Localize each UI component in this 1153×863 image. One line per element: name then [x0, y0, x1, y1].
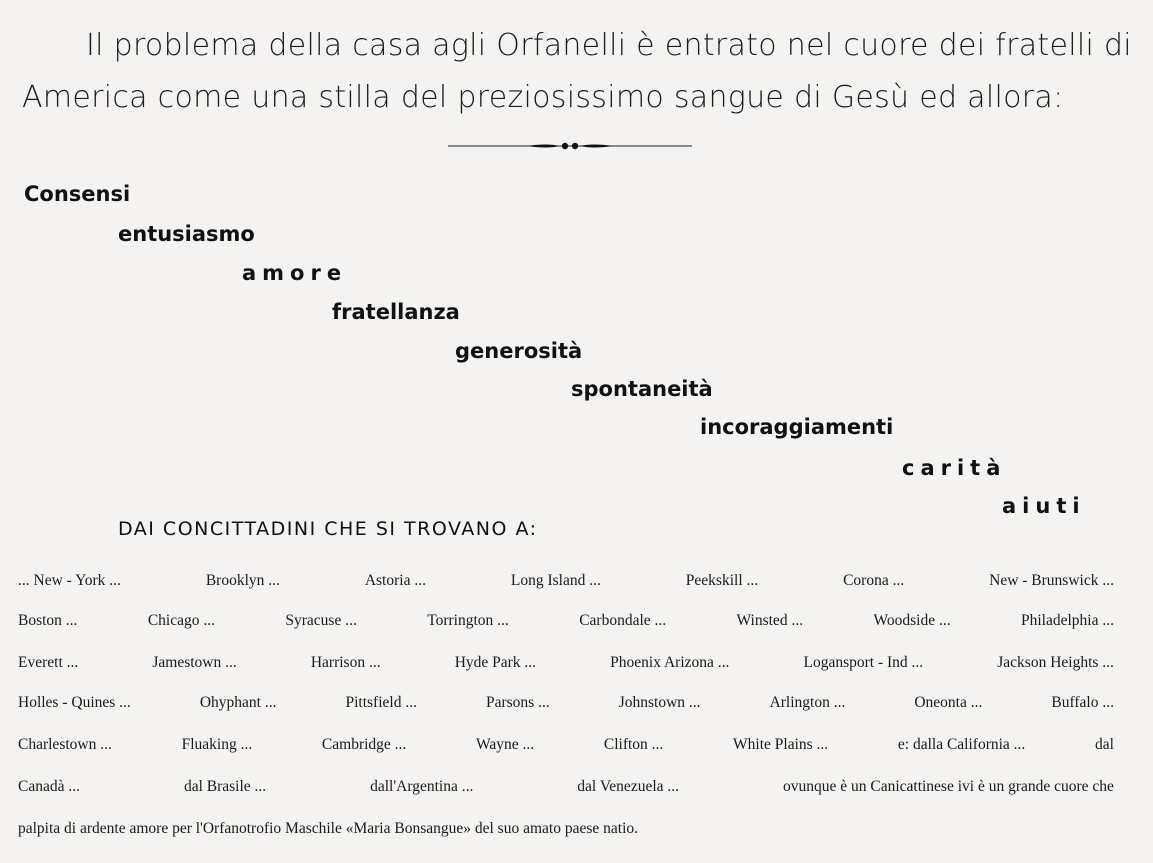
place-name: dal — [1095, 736, 1114, 753]
place-name: Jamestown ... — [152, 654, 237, 671]
place-name: Chicago ... — [147, 612, 215, 629]
place-name: Everett ... — [18, 654, 79, 671]
place-name: Syracuse ... — [285, 612, 357, 629]
place-name: Torrington ... — [427, 612, 509, 629]
place-name: New - Brunswick ... — [989, 572, 1114, 589]
place-name: Wayne ... — [476, 736, 535, 753]
place-name: Oneonta ... — [914, 694, 983, 711]
place-name: Hyde Park ... — [454, 654, 537, 671]
cascade-word-amore: amore — [242, 261, 348, 285]
place-name: White Plains ... — [733, 736, 829, 753]
place-name: Corona ... — [843, 572, 905, 589]
place-name: Parsons ... — [485, 694, 550, 711]
place-name: ovunque è un Canicattinese ivi è un grande cuore che — [782, 778, 1114, 795]
cascade-word-consensi: Consensi — [24, 182, 131, 206]
cascade-word-entusiasmo: entusiasmo — [118, 222, 255, 246]
places-line-2 — [18, 612, 1114, 630]
place-name: Winsted ... — [736, 612, 804, 629]
cascade-word-generosita: generosità — [455, 339, 583, 363]
cascade-word-spontaneita: spontaneità — [571, 377, 713, 401]
intro-line-1: Il problema della casa agli Orfanelli è entrato nel cuore dei fratelli di — [86, 28, 1132, 63]
place-name: e: dalla California ... — [897, 736, 1026, 753]
place-name: Fluaking ... — [181, 736, 253, 753]
place-name: Canadà ... — [18, 778, 80, 795]
places-line-6 — [18, 778, 1114, 796]
places-line-3 — [18, 654, 1114, 672]
closing-line: palpita di ardente amore per l'Orfanotrofio Maschile «Maria Bonsangue» del suo amato paese natio. — [18, 820, 638, 837]
place-name: Cambridge ... — [321, 736, 407, 753]
place-name: Brooklyn ... — [205, 572, 280, 589]
place-name: Astoria ... — [364, 572, 426, 589]
place-name: Phoenix Arizona ... — [610, 654, 730, 671]
place-name: Pittsfield ... — [345, 694, 417, 711]
place-name: dal Brasile ... — [183, 778, 267, 795]
place-name: Buffalo ... — [1051, 694, 1114, 711]
place-name: Holles - Quines ... — [18, 694, 131, 711]
place-name: Clifton ... — [603, 736, 664, 753]
place-name: Long Island ... — [510, 572, 601, 589]
place-name: Harrison ... — [310, 654, 381, 671]
place-name: Carbondale ... — [579, 612, 667, 629]
place-name: dall'Argentina ... — [370, 778, 474, 795]
place-name: Logansport - Ind ... — [803, 654, 924, 671]
place-name: ... New - York ... — [18, 572, 121, 589]
place-name: Charlestown ... — [18, 736, 112, 753]
place-name: Boston ... — [18, 612, 78, 629]
intro-line-2: America come una stilla del preziosissimo sangue di Gesù ed allora: — [22, 80, 1064, 115]
cascade-word-fratellanza: fratellanza — [332, 300, 460, 324]
place-name: dal Venezuela ... — [577, 778, 680, 795]
place-name: Woodside ... — [873, 612, 951, 629]
places-line-1 — [18, 572, 1114, 590]
subheading: DAI CONCITTADINI CHE SI TROVANO A: — [118, 518, 538, 540]
cascade-word-aiuti: aiuti — [1002, 494, 1086, 518]
place-name: Arlington ... — [769, 694, 846, 711]
place-name: Peekskill ... — [685, 572, 759, 589]
cascade-word-carita: carità — [902, 456, 1007, 480]
places-line-4 — [18, 694, 1114, 712]
places-line-5 — [18, 736, 1114, 754]
ornament-divider — [448, 138, 692, 154]
cascade-word-incoraggiamenti: incoraggiamenti — [700, 415, 894, 439]
place-name: Ohyphant ... — [199, 694, 277, 711]
place-name: Johnstown ... — [618, 694, 701, 711]
place-name: Philadelphia ... — [1020, 612, 1114, 629]
place-name: Jackson Heights ... — [997, 654, 1114, 671]
